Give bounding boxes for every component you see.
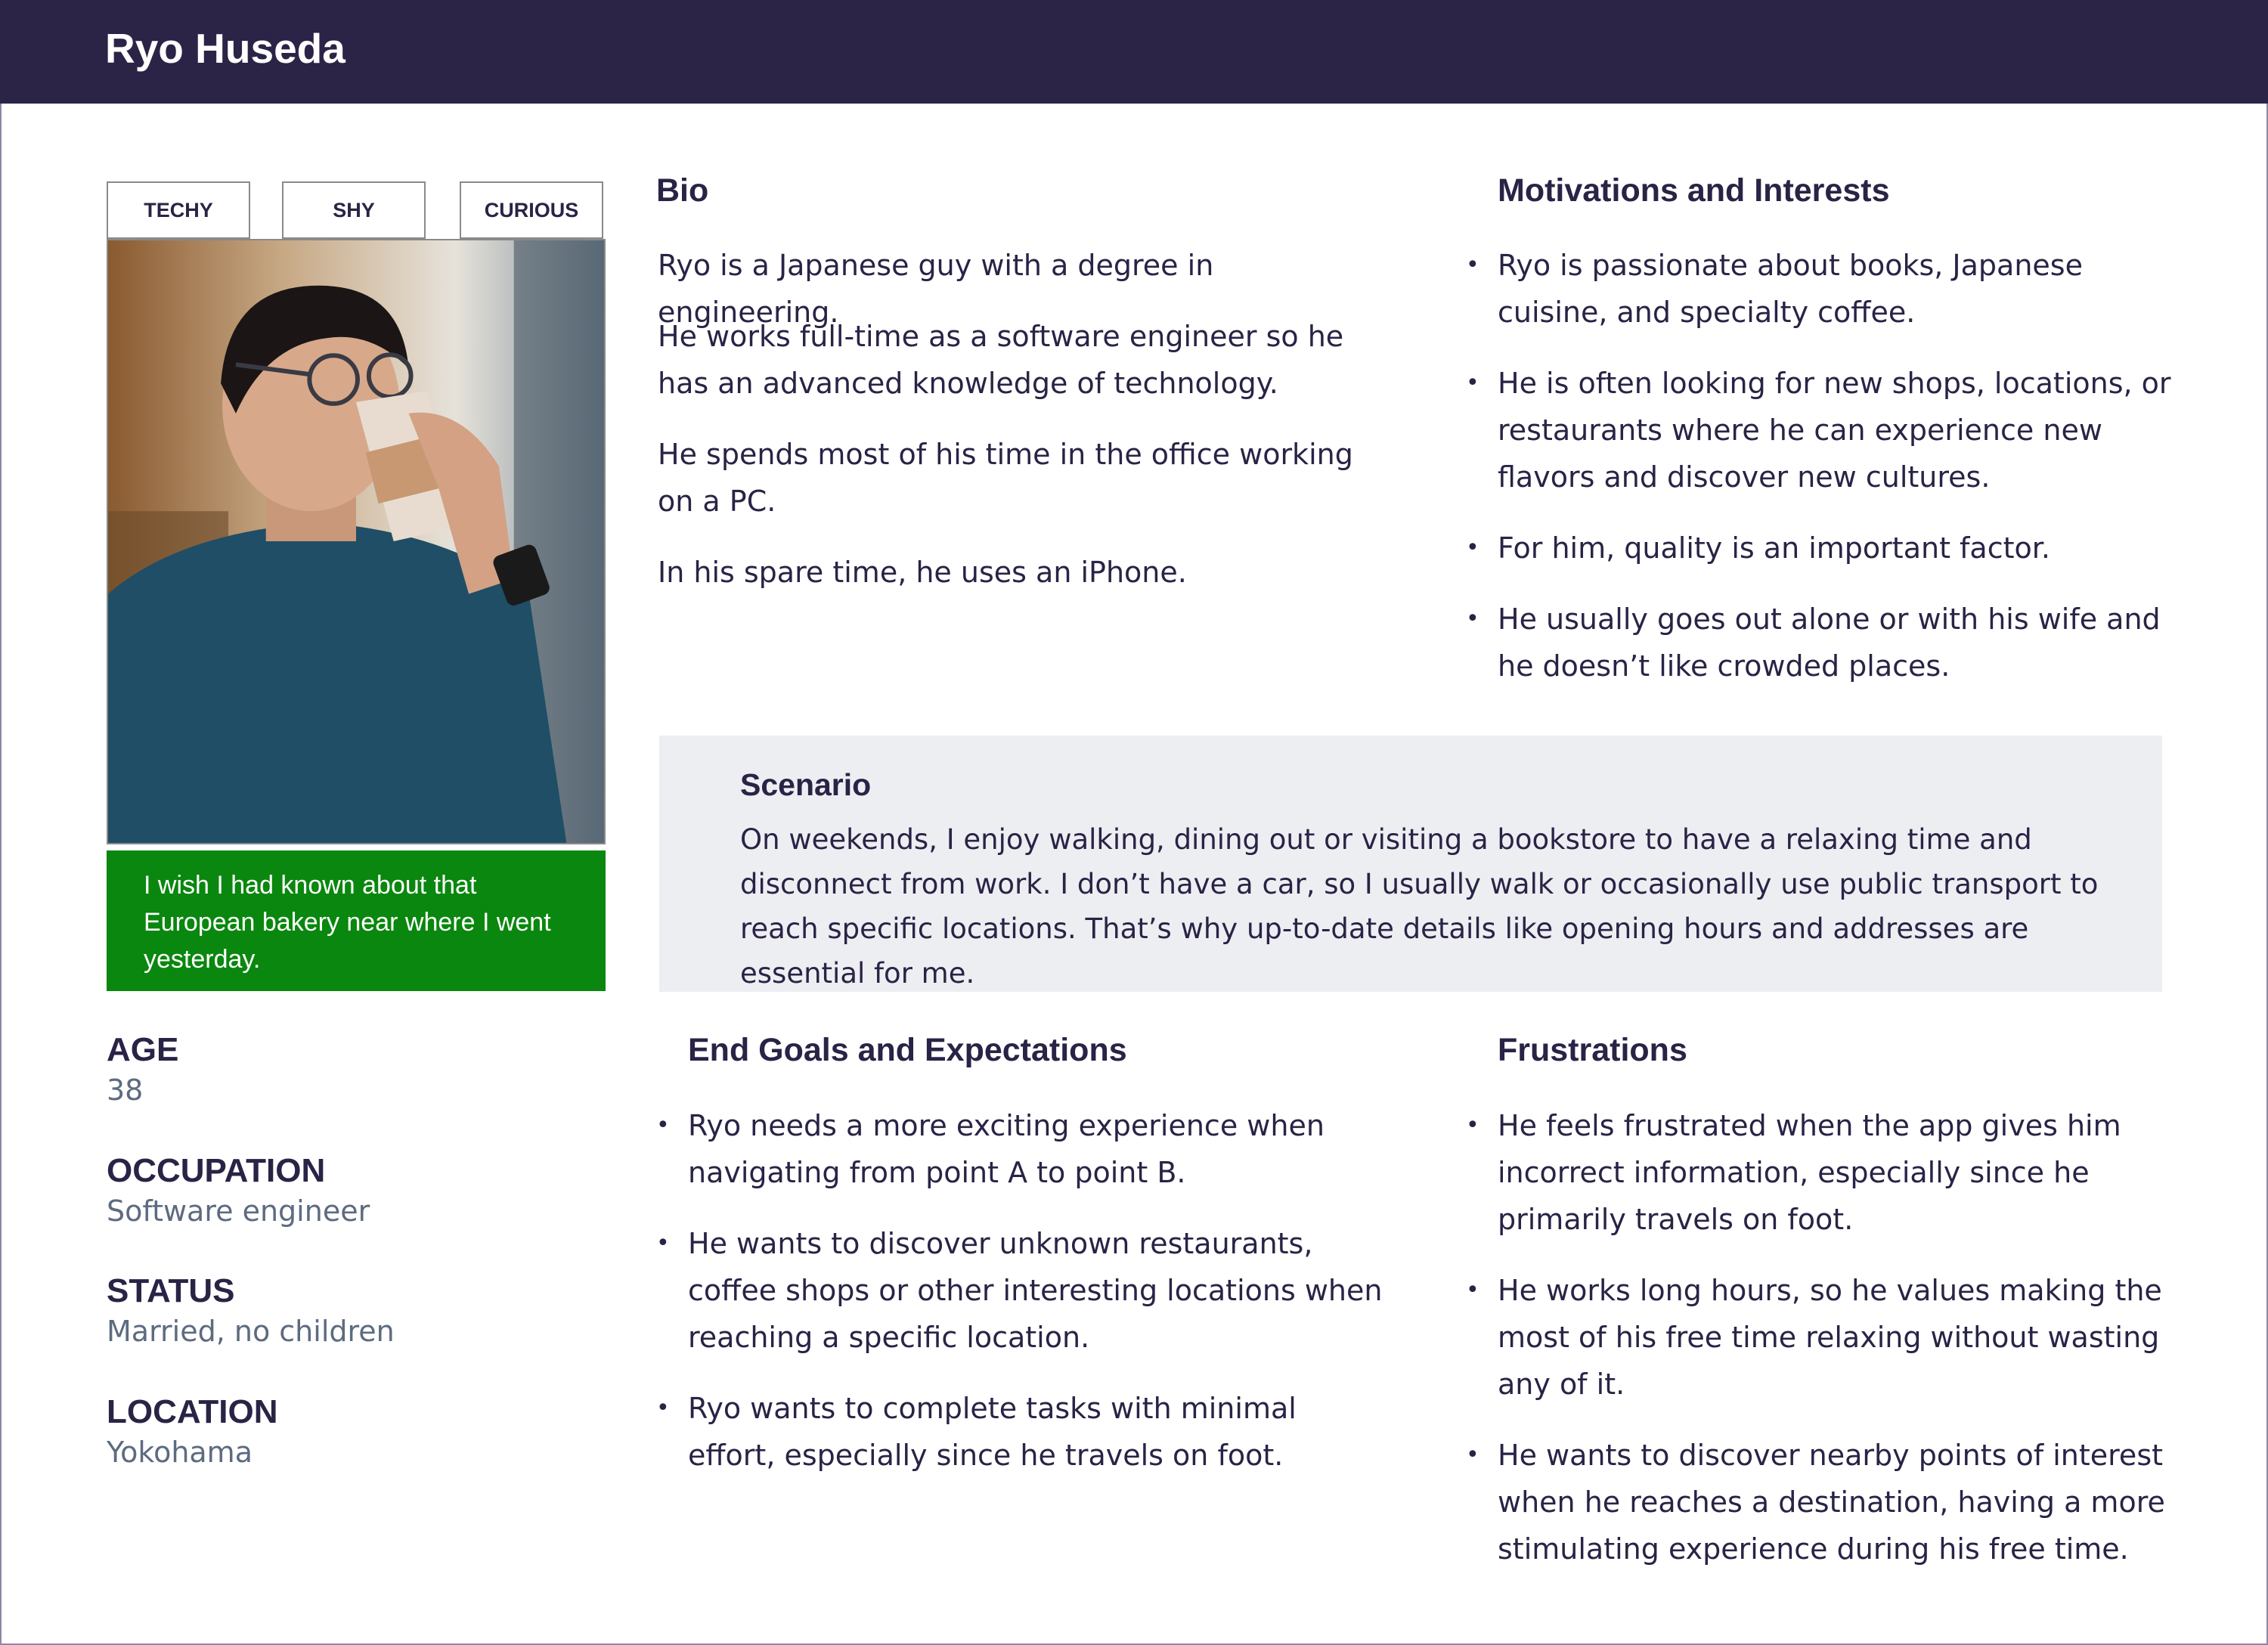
motivations-title: Motivations and Interests bbox=[1498, 172, 1890, 209]
list-item bbox=[658, 1385, 1383, 1479]
list-item bbox=[1467, 242, 2186, 336]
frustration-text: He wants to discover nearby points of interest when he reaches a destination, having a more stimulating experience during his free time. bbox=[1498, 1439, 2165, 1566]
motivations-list bbox=[1467, 242, 2186, 714]
bullet-icon: • bbox=[1466, 606, 1479, 632]
trait-tag-techy: TECHY bbox=[107, 181, 250, 239]
bullet-icon: • bbox=[1466, 370, 1479, 396]
bio-paragraph-1: Ryo is a Japanese guy with a degree in engineering. bbox=[658, 249, 1214, 329]
frustration-text: He works long hours, so he values making the most of his free time relaxing without wasting any of it. bbox=[1498, 1274, 2162, 1401]
age-label: AGE bbox=[107, 1031, 179, 1068]
trait-tag-curious: CURIOUS bbox=[460, 181, 603, 239]
goals-list bbox=[658, 1102, 1383, 1503]
location-value: Yokohama bbox=[107, 1436, 253, 1469]
goals-title: End Goals and Expectations bbox=[688, 1032, 1127, 1068]
age-value: 38 bbox=[107, 1073, 144, 1107]
bullet-icon: • bbox=[1466, 1442, 1479, 1468]
motivation-text: He is often looking for new shops, locations, or restaurants where he can experience new flavors and discover new cultures. bbox=[1498, 367, 2171, 494]
list-item bbox=[1467, 596, 2186, 689]
list-item bbox=[1467, 1267, 2170, 1408]
list-item bbox=[1467, 360, 2186, 500]
goal-text: Ryo needs a more exciting experience when navigating from point A to point B. bbox=[688, 1109, 1325, 1189]
occupation-label: OCCUPATION bbox=[107, 1152, 326, 1189]
list-item bbox=[1467, 1432, 2170, 1572]
bio-title: Bio bbox=[656, 172, 709, 209]
bio-paragraph-2: He works full-time as a software engineer so he has an advanced knowledge of technology. bbox=[658, 320, 1344, 400]
trait-tag-shy: SHY bbox=[282, 181, 426, 239]
scenario-text: On weekends, I enjoy walking, dining out or visiting a bookstore to have a relaxing time and disconnect from work. I don’t have a car, so I usually walk or occasionally use public transport to reach specific locations. That’s why up-to-date details like opening hours and addresses are essential for me. bbox=[740, 823, 2099, 990]
frustrations-title: Frustrations bbox=[1498, 1032, 1687, 1068]
frustration-text: He feels frustrated when the app gives him incorrect information, especially since he primarily travels on foot. bbox=[1498, 1109, 2121, 1236]
bullet-icon: • bbox=[656, 1395, 670, 1421]
list-item bbox=[1467, 525, 2186, 572]
location-label: LOCATION bbox=[107, 1393, 278, 1430]
persona-name: Ryo Huseda bbox=[105, 25, 345, 72]
bio-paragraph-4: In his spare time, he uses an iPhone. bbox=[658, 556, 1187, 589]
list-item bbox=[1467, 1102, 2170, 1243]
persona-quote: I wish I had known about that European bakery near where I went yesterday. bbox=[107, 850, 606, 991]
status-label: STATUS bbox=[107, 1272, 235, 1309]
bio-paragraph-3: He spends most of his time in the office working on a PC. bbox=[658, 438, 1353, 518]
bullet-icon: • bbox=[1466, 534, 1479, 561]
scenario-title: Scenario bbox=[740, 767, 872, 802]
goal-text: He wants to discover unknown restaurants, coffee shops or other interesting locations when reaching a specific location. bbox=[688, 1227, 1383, 1354]
bullet-icon: • bbox=[656, 1112, 670, 1138]
bullet-icon: • bbox=[1466, 1112, 1479, 1138]
goal-text: Ryo wants to complete tasks with minimal effort, especially since he travels on foot. bbox=[688, 1392, 1297, 1472]
page-header bbox=[0, 0, 2268, 104]
scenario-panel bbox=[659, 736, 2162, 992]
bullet-icon: • bbox=[656, 1230, 670, 1256]
list-item bbox=[658, 1220, 1383, 1361]
bullet-icon: • bbox=[1466, 252, 1479, 278]
list-item bbox=[658, 1102, 1383, 1196]
persona-photo bbox=[107, 239, 606, 844]
persona-photo-illustration bbox=[108, 240, 604, 843]
motivation-text: Ryo is passionate about books, Japanese cuisine, and specialty coffee. bbox=[1498, 249, 2083, 329]
motivation-text: He usually goes out alone or with his wife and he doesn’t like crowded places. bbox=[1498, 603, 2161, 683]
occupation-value: Software engineer bbox=[107, 1194, 370, 1228]
status-value: Married, no children bbox=[107, 1315, 395, 1348]
motivation-text: For him, quality is an important factor. bbox=[1498, 531, 2050, 565]
bullet-icon: • bbox=[1466, 1277, 1479, 1303]
frustrations-list bbox=[1467, 1102, 2170, 1597]
